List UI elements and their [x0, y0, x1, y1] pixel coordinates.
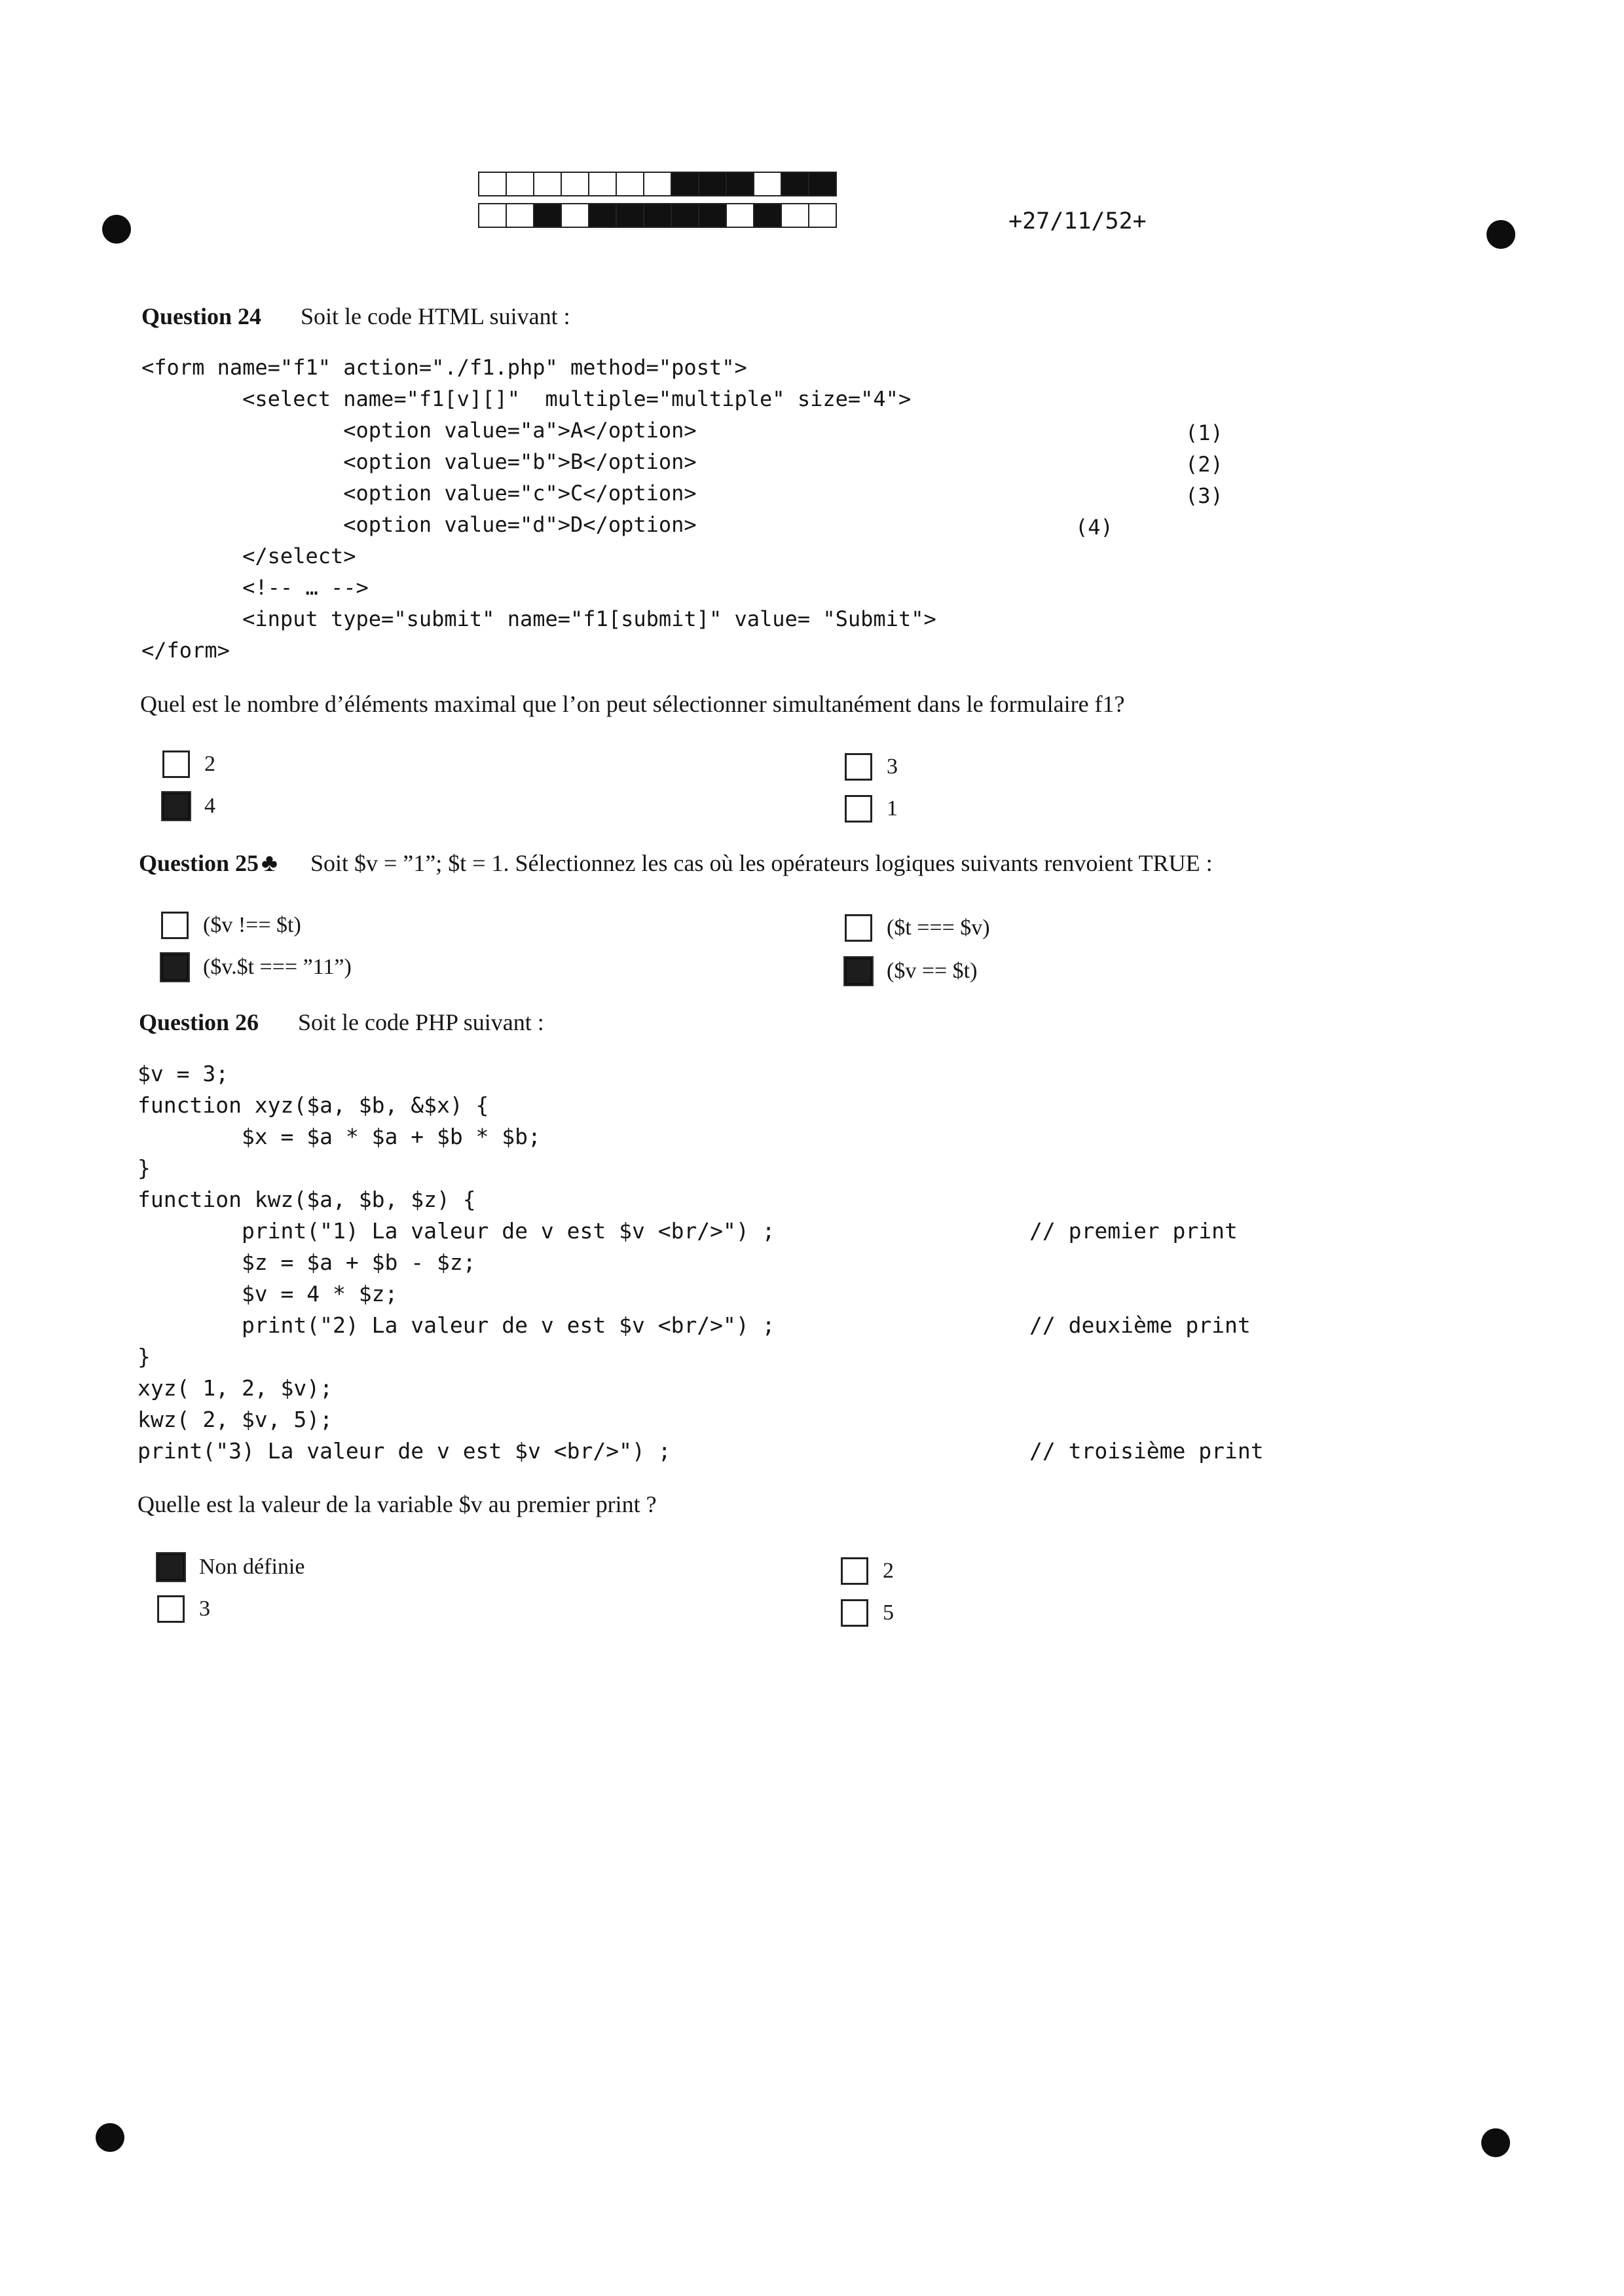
q24-option-c[interactable]: [845, 753, 898, 781]
barcode-cell: [726, 203, 754, 228]
code-line: $x = $a * $a + $b * $b;: [138, 1124, 541, 1149]
checkbox[interactable]: [845, 753, 872, 781]
line-note-1: (1): [1185, 420, 1223, 445]
barcode-cell: [808, 172, 837, 196]
checkbox[interactable]: [841, 1599, 868, 1627]
option-label: 2: [883, 1559, 894, 1583]
code-line: <!-- … -->: [141, 575, 369, 600]
code-line: <option value="d">D</option>: [141, 512, 697, 537]
barcode-cell: [671, 203, 699, 228]
question-24-prompt: Quel est le nombre d’éléments maximal que l’on peut sélectionner simultanément dans le formulaire f1?: [140, 691, 1125, 717]
question-24-text: Soit le code HTML suivant :: [301, 303, 570, 329]
comment-troisieme-print: // troisième print: [1029, 1438, 1264, 1464]
question-25-label: Question 25: [139, 850, 259, 876]
checkbox[interactable]: [157, 1595, 185, 1623]
line-note-3: (3): [1185, 483, 1223, 508]
barcode-cell: [588, 172, 617, 196]
question-25-header: [139, 849, 1213, 878]
question-24-header: [141, 303, 570, 330]
barcode-cell: [561, 172, 589, 196]
code-line: kwz( 2, $v, 5);: [138, 1407, 333, 1432]
q24-option-b[interactable]: [162, 792, 215, 820]
checkbox[interactable]: [845, 795, 872, 823]
barcode-cell: [616, 203, 644, 228]
question-26-text: Soit le code PHP suivant :: [298, 1009, 544, 1035]
barcode-cell: [533, 203, 562, 228]
barcode-cell: [698, 172, 727, 196]
barcode-cell: [753, 172, 782, 196]
question-26-prompt: Quelle est la valeur de la variable $v au premier print ?: [138, 1491, 657, 1517]
barcode-cell: [781, 203, 809, 228]
option-label: 5: [883, 1601, 894, 1625]
q25-option-a[interactable]: [161, 912, 301, 939]
barcode-cell: [506, 203, 534, 228]
option-label: ($t === $v): [887, 916, 990, 940]
html-code-block: [141, 355, 936, 663]
comment-premier-print: // premier print: [1029, 1218, 1238, 1244]
barcode-row-2: [478, 203, 836, 228]
barcode-cell: [478, 203, 507, 228]
barcode-cell: [808, 203, 837, 228]
code-line: <input type="submit" name="f1[submit]" value= "Submit">: [141, 606, 936, 631]
code-line: xyz( 1, 2, $v);: [138, 1375, 333, 1401]
q26-option-a[interactable]: [157, 1553, 304, 1581]
php-code-block: [138, 1061, 775, 1464]
barcode-cell: [726, 172, 754, 196]
code-line: print("1) La valeur de v est $v <br/>") ;: [138, 1218, 775, 1244]
option-label: 2: [204, 752, 215, 776]
code-line: $v = 3;: [138, 1061, 229, 1086]
question-25-text: Soit $v = ”1”; $t = 1. Sélectionnez les cas où les opérateurs logiques suivants renvoient TRUE :: [310, 850, 1213, 876]
option-label: 1: [887, 796, 898, 821]
checkbox[interactable]: [841, 1557, 868, 1585]
code-line: }: [138, 1344, 151, 1369]
q25-option-d[interactable]: [845, 957, 977, 985]
q26-option-d[interactable]: [841, 1599, 894, 1627]
option-label: ($v !== $t): [203, 913, 301, 937]
q24-option-a[interactable]: [162, 750, 215, 778]
comment-deuxieme-print: // deuxième print: [1029, 1312, 1251, 1338]
option-label: ($v == $t): [887, 959, 978, 983]
registration-mark-top-left: [102, 215, 131, 244]
registration-mark-bottom-left: [96, 2123, 124, 2152]
code-line: $z = $a + $b - $z;: [138, 1250, 476, 1275]
barcode-cell: [781, 172, 809, 196]
option-label: ($v.$t === ”11”): [203, 955, 352, 979]
line-note-4: (4): [1075, 515, 1113, 540]
q25-option-b[interactable]: [161, 954, 352, 981]
code-line: print("2) La valeur de v est $v <br/>") ;: [138, 1312, 775, 1338]
barcode-cell: [753, 203, 782, 228]
code-line: function xyz($a, $b, &$x) {: [138, 1092, 489, 1118]
question-26-label: Question 26: [139, 1009, 259, 1035]
barcode-cell: [616, 172, 644, 196]
checkbox-checked[interactable]: [845, 957, 872, 985]
line-note-2: (2): [1185, 452, 1223, 477]
page-id: +27/11/52+: [1008, 208, 1147, 234]
checkbox[interactable]: [845, 914, 872, 942]
code-line: function kwz($a, $b, $z) {: [138, 1187, 476, 1212]
q25-option-c[interactable]: [845, 914, 990, 942]
code-line: <option value="b">B</option>: [141, 449, 697, 474]
barcode-cell: [561, 203, 589, 228]
code-line: <option value="a">A</option>: [141, 418, 697, 443]
barcode-cell: [643, 203, 672, 228]
barcode-cell: [506, 172, 534, 196]
registration-mark-bottom-right: [1481, 2128, 1510, 2157]
option-label: Non définie: [199, 1555, 305, 1579]
barcode-cell: [533, 172, 562, 196]
q26-option-b[interactable]: [157, 1595, 210, 1623]
club-icon: ♣: [261, 849, 278, 877]
code-line: </select>: [141, 544, 356, 568]
checkbox[interactable]: [161, 912, 189, 939]
code-line: <form name="f1" action="./f1.php" method="post">: [141, 355, 747, 380]
code-line: }: [138, 1155, 151, 1181]
option-label: 3: [199, 1597, 210, 1621]
barcode-cell: [478, 172, 507, 196]
checkbox-checked[interactable]: [157, 1553, 185, 1581]
barcode-cell: [643, 172, 672, 196]
code-line: </form>: [141, 638, 230, 663]
question-26-header: [139, 1009, 544, 1036]
barcode-cell: [698, 203, 727, 228]
code-line: <select name="f1[v][]" multiple="multiple" size="4">: [141, 386, 912, 411]
checkbox-checked[interactable]: [162, 792, 190, 820]
q24-option-d[interactable]: [845, 795, 898, 823]
q26-option-c[interactable]: [841, 1557, 894, 1585]
option-label: 4: [204, 794, 215, 818]
code-line: print("3) La valeur de v est $v <br/>") ;: [138, 1438, 671, 1464]
barcode-row-1: [478, 172, 836, 196]
option-label: 3: [887, 754, 898, 779]
checkbox-checked[interactable]: [161, 954, 189, 981]
code-line: $v = 4 * $z;: [138, 1281, 398, 1306]
registration-mark-top-right: [1486, 220, 1515, 249]
checkbox[interactable]: [162, 750, 190, 778]
barcode-cell: [671, 172, 699, 196]
question-24-label: Question 24: [141, 303, 262, 329]
barcode-cell: [588, 203, 617, 228]
code-line: <option value="c">C</option>: [141, 481, 697, 506]
